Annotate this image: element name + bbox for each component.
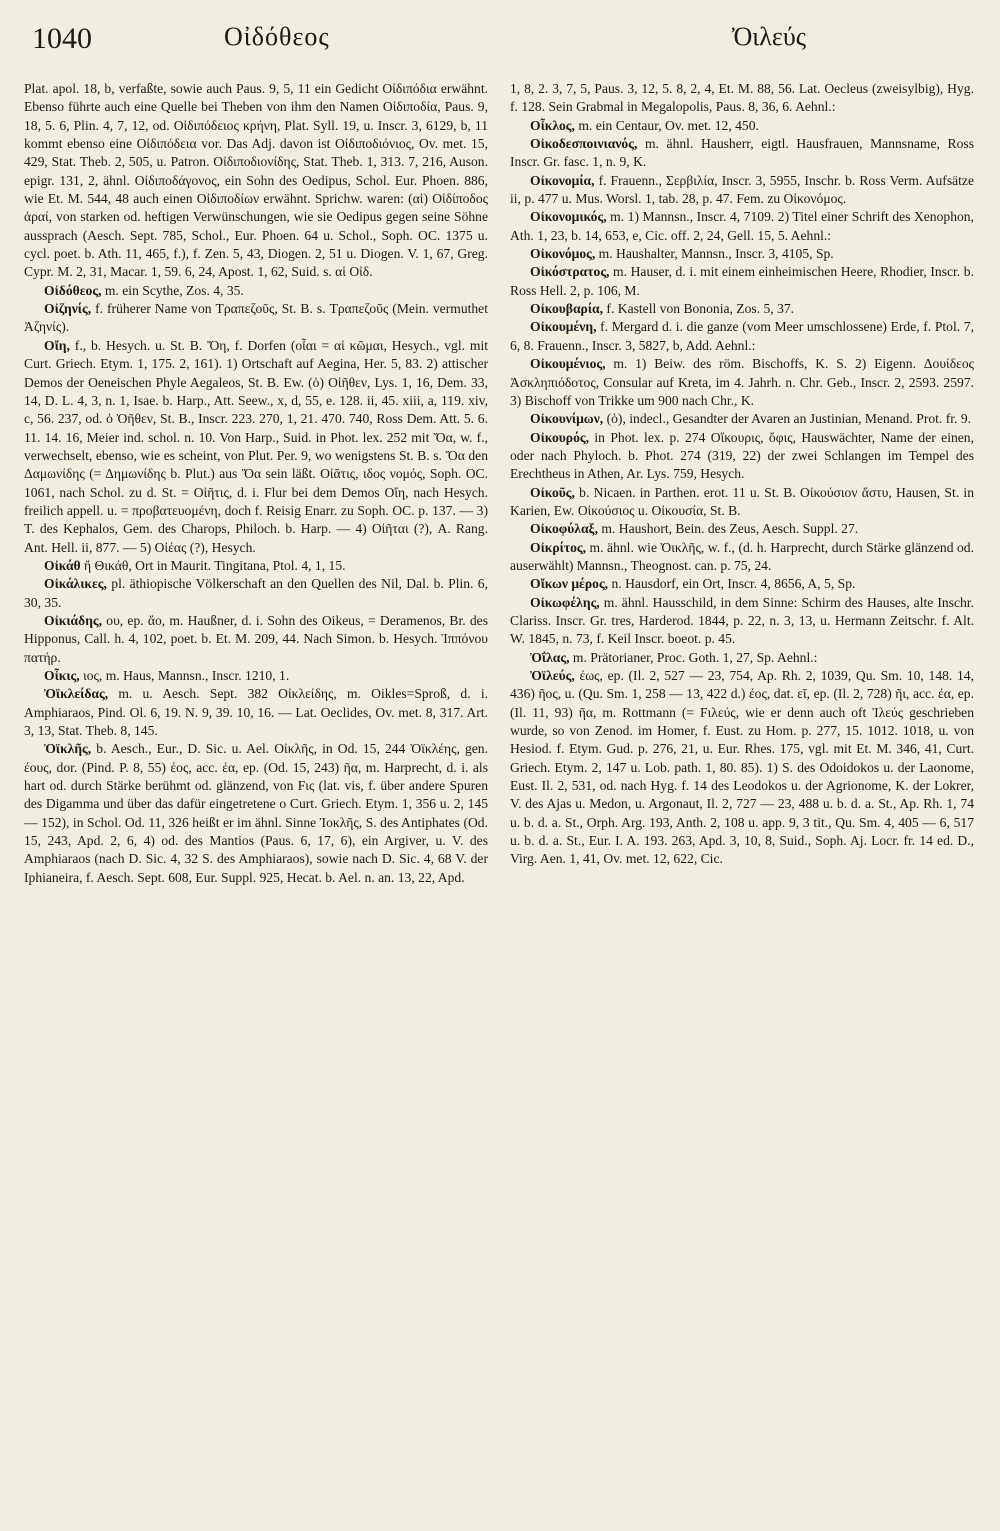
dictionary-entry: [510, 245, 974, 263]
page-header: [24, 14, 976, 62]
dictionary-entry: [510, 80, 974, 117]
entry-text: ιος, m. Haus, Mannsn., Inscr. 1210, 1.: [79, 668, 290, 683]
entry-headword: Οἰκωφέλης,: [530, 594, 600, 610]
entry-text: (ὁ), indecl., Gesandter der Avaren an Justinian, Menand. Prot. fr. 9.: [603, 411, 972, 427]
entry-text: m. u. Aesch. Sept. 382 Οἰκλείδης, m. Oikles=Sproß, d. i. Amphiaraos, Pind. Ol. 6, 19. N. 9, 39. 10, 16. — Lat. Oeclides, Ov. met. 8, 317. Art. 3, 13, Stat. Theb. 8, 145.: [24, 686, 488, 739]
entry-headword: Οἰκονομία,: [530, 172, 595, 188]
dictionary-entry: [510, 575, 974, 593]
dictionary-entry: [510, 484, 974, 521]
entry-text: m. Haushort, Bein. des Zeus, Aesch. Suppl. 27.: [598, 521, 859, 537]
left-running-head: Οἰδόθεος: [224, 22, 330, 51]
dictionary-entry: [510, 355, 974, 410]
entry-headword: Ὀΐλας,: [530, 649, 570, 665]
entry-headword: Ὀϊλεύς,: [530, 668, 575, 683]
entry-text: f. Mergard d. i. die ganze (vom Meer umschlossene) Erde, f. Ptol. 7, 6, 8. Frauenn., Inscr. 3, 5827, b, Add. Aehnl.:: [510, 319, 974, 353]
entry-text: in Phot. lex. p. 274 Οἴκουρις, ὄφις, Hauswächter, Name der einen, oder nach Phyloch. b. Phot. 274 (319, 22) der zwei Schlangen im Tempel des Erechtheus in Athen, Ar. Lys. 759, Hesych.: [510, 429, 974, 482]
entry-text: m. ähnl. Hausschild, in dem Sinne: Schirm des Hauses, alte Inschr. Clariss. Inscr. Gr. tres, Harderod. 1844, p. 22, n. 3, 13, u. Hermann Zeitschr. f. Alt. W. 1845, n. 73, f. Keil Inscr. boeot. p. 45.: [510, 594, 974, 647]
entry-headword: Οἰκονόμος,: [530, 246, 596, 262]
entry-headword: Οἰκάλικες,: [44, 576, 107, 592]
entry-headword: Οἰζηνίς,: [44, 301, 92, 317]
entry-text: b. Aesch., Eur., D. Sic. u. Ael. Οἰκλῆς, in Od. 15, 244 Ὀϊκλέης, gen. έους, dor. (Pind. P. 8, 55) έος, acc. έα, ep. (Od. 15, 243) ῆα, m. Harprecht, d. i. als hart od. durch Stärke berühmt od. glänzend, von Fις (lat. vis, f. über andere Spuren des Digamma und über das dafür eingetretene ο Curt. Griech. Etym. 1, 356 u. 2, 145 — 152), in Schol. Od. 11, 326 heißt er im ähnl. Sinne Ἰοκλῆς, S. des Antiphates (Od. 15, 243, Apd. 2, 6, 4) od. des Mantios (Paus. 6, 17, 6), ein Argiver, u. V. des Amphiaraos (nach D. Sic. 4, 32 S. des Amphiaraos), sowie nach D. Sic. 4, 68 V. der Iphianeira, f. Aesch. Sept. 608, Eur. Suppl. 925, Hecat. b. Ael. n. an. 13, 22, Apd.: [24, 741, 488, 885]
dictionary-entry: [510, 263, 974, 300]
entry-headword: Οἶκις,: [44, 668, 80, 683]
dictionary-entry: [24, 300, 488, 337]
dictionary-entry: [24, 337, 488, 557]
entry-text: f. Frauenn., Σερβιλία, Inscr. 3, 5955, Inschr. b. Ross Verm. Aufsätze ii, p. 477 u. Mus. Worsl. 1, tab. 28, p. 47. Fem. zu Οἰκονόμος.: [510, 172, 974, 207]
dictionary-entry: [24, 557, 488, 575]
entry-text: ἤ Θικάθ, Ort in Maurit. Tingitana, Ptol. 4, 1, 15.: [80, 557, 346, 573]
page-number: 1040: [32, 22, 92, 55]
entry-text: f. Kastell von Bononia, Zos. 5, 37.: [603, 301, 795, 317]
entry-headword: Οἰκουρός,: [530, 429, 590, 445]
entry-headword: Οἰκρίτος,: [530, 539, 587, 555]
left-column: [24, 80, 488, 887]
dictionary-entry: [510, 667, 974, 869]
entry-text: m. 1) Beiw. des röm. Bischoffs, K. S. 2) Eigenn. Δουίδεος Ἀσκληπιόδοτος, Consular auf Kreta, im 4. Jahrh. n. Chr. Geb., Inscr. 2, 2593. 2597. 3) Bischoff von Trikke um 900 nach Chr., K.: [510, 356, 974, 408]
entry-headword: Οἴη,: [44, 337, 70, 353]
dictionary-entry: [510, 135, 974, 172]
entry-headword: Οἰκουνίμων,: [530, 411, 604, 427]
entry-headword: Οἰκοφύλαξ,: [530, 521, 599, 537]
dictionary-entry: [510, 172, 974, 209]
entry-text: m. Hauser, d. i. mit einem einheimischen Heere, Rhodier, Inscr. b. Ross Hell. 2, p. 106, M.: [510, 264, 974, 298]
dictionary-entry: [510, 429, 974, 484]
dictionary-entry: [510, 594, 974, 649]
entry-text: m. ein Scythe, Zos. 4, 35.: [101, 282, 244, 298]
entry-headword: Οἰκιάδης,: [44, 612, 103, 628]
entry-text: m. ähnl. wie Ὀικλῆς, w. f., (d. h. Harprecht, durch Stärke glänzend od. auserwählt) Mannsn., Theognost. can. p. 75, 24.: [510, 539, 974, 573]
entry-text: m. 1) Mannsn., Inscr. 4, 7109. 2) Titel einer Schrift des Xenophon, Ath. 1, 23, b. 14, 653, e, Cic. off. 2, 24, Gell. 15, 5. Aehnl.:: [510, 209, 974, 243]
dictionary-entry: [24, 612, 488, 667]
dictionary-entry: [24, 667, 488, 685]
entry-text: f., b. Hesych. u. St. B. Ὄη, f. Dorfen (οἶαι = αἱ κῶμαι, Hesych., vgl. mit Curt. Griech. Etym. 1, 175. 2, 161). 1) Ortschaft auf Aegina, Her. 5, 83. 2) attischer Demos der Oeneischen Phyle Aegaleos, St. B. Ew. (ὁ) Οἰῆθεν, Lys. 1, 16, Dem. 33, 14, D. L. 4, 3, n. 1, Isae. b. Harp., Att. Seew., x, d, 55, e. 128. ii, 45. xiii, a, 119. xiv, c, 56. 237, od. ὁ Ὀῆθεν, St. B., Inscr. 223. 270, 1, 21. 470. 740, Ross Dem. Att. 5. 6. 11. 14. 16, Meier ind. schol. n. 10. Von Harp., Suid. in Phot. lex. 252 mit Ὄα, w. f., verwechselt, ebenso, wie es scheint, von Plut. Per. 9, wo wenigstens St. B. s. Ὄα den Δαμωνίδης (= Δημωνίδης b. Plut.) aus Ὄα sein läßt. Οἰᾶτις, ιδος νομός, Soph. OC. 1061, nach Schol. zu d. St. = Οἰῆτις, d. i. Flur bei dem Demos Οἴη, nach Hesych. freilich appell. u. = προβατευομένη, doch f. Reisig Enarr. zu Soph. OC. p. 137. — 3) T. des Kephalos, Gem. des Charops, Philoch. b. Harp. — 4) Οἰῆται (?), A. Rang. Ant. Hell. ii, 877. — 5) Οἰέας (?), Hesych.: [24, 337, 488, 555]
entry-text: m. ein Centaur, Ov. met. 12, 450.: [574, 117, 759, 133]
entry-headword: Οἰκουβαρία,: [530, 301, 604, 317]
dictionary-entry: [510, 318, 974, 355]
entry-headword: Οἰκοδεσποινιανός,: [530, 136, 638, 152]
entry-headword: Οἰκάθ: [44, 557, 81, 573]
dictionary-entry: [510, 117, 974, 135]
right-running-head: Ὀιλεύς: [731, 22, 806, 51]
dictionary-entry: [510, 300, 974, 318]
right-column: [510, 80, 974, 887]
entry-text: 1, 8, 2. 3, 7, 5, Paus. 3, 12, 5. 8, 2, 4, Et. M. 88, 56. Lat. Oecleus (zweisylbig), Hyg. f. 128. Sein Grabmal in Megalopolis, Paus. 8, 36, 6. Aehnl.:: [510, 81, 974, 115]
entry-text: ου, ep. ἄο, m. Haußner, d. i. Sohn des Oikeus, = Deramenos, Br. des Hipponus, Call. h. 4, 102, poet. b. Et. M. 209, 44. Nach Simon. b. Hesych. Ἱππόνου πατήρ.: [24, 612, 488, 665]
dictionary-entry: [510, 410, 974, 428]
entry-text: pl. äthiopische Völkerschaft an den Quellen des Nil, Dal. b. Plin. 6, 30, 35.: [24, 576, 488, 610]
dictionary-entry: [24, 575, 488, 612]
dictionary-entry: [510, 208, 974, 245]
entry-text: b. Nicaen. in Parthen. erot. 11 u. St. B. Οἰκούσιον ἄστυ, Hausen, St. in Karien, Ew. Οἰκούσιος u. Οἰκουσία, St. B.: [510, 484, 974, 518]
entry-text: m. Haushalter, Mannsn., Inscr. 3, 4105, Sp.: [595, 246, 834, 262]
entry-headword: Οἰκόστρατος,: [530, 264, 610, 280]
entry-text: Plat. apol. 18, b, verfaßte, sowie auch Paus. 9, 5, 11 ein Gedicht Οἰδιπόδια erwähnt. Ebenso führte auch eine Quelle bei Theben von ihm den Namen Οἰδιποδία, Paus. 9, 18, 5. 6, Plin. 4, 7, 12, od. Οἰδιπόδειος κρήνη, Plat. Syll. 19, u. Inscr. 3, 6129, b, 11 kommt ebenso eine Οἰδιπόδεια vor. Das Adj. davon ist Οἰδιποδιόνιος, Ov. met. 15, 429, Stat. Theb. 2, 505, u. Patron. Οἰδιποδιονίδης, Stat. Theb. 1, 313. 7, 216, Auson. epigr. 131, 2, ähnl. Οἰδιποδάγονος, ein Sohn des Oedipus, Schol. Eur. Phoen. 886, wie Et. M. 544, 48 auch einen Οἰδιποδίων erwähnt. Sprichw. waren: (αἱ) Οἰδίποδος ἀραί, von starken od. heftigen Verwünschungen, wie sie Oedipus gegen seine Söhne aussprach (Aesch. Sept. 785, Schol., Eur. Phoen. 64 u. Schol., Soph. OC. 1375 u. cycl. poet. b. Ath. 11, 465, f.), f. Zen. 5, 43, Diogen. 2, 51 u. Diogen. V. 1, 67, Greg. Cypr. M. 2, 31, Macar. 1, 59. 6, 24, Apost. 1, 62, Suid. s. αἱ Οἰδ.: [24, 81, 488, 280]
entry-headword: Ὀϊκλῆς,: [44, 741, 92, 757]
dictionary-entry: [24, 685, 488, 740]
entry-headword: Οἴκων μέρος,: [530, 576, 609, 592]
entry-headword: Οἰδόθεος,: [44, 282, 102, 298]
entry-headword: Οἰκονομικός,: [530, 209, 607, 225]
entry-headword: Οἰκοῦς,: [530, 484, 575, 500]
entry-text: m. Prätorianer, Proc. Goth. 1, 27, Sp. Aehnl.:: [569, 649, 818, 665]
entry-headword: Οἶκλος,: [530, 117, 575, 133]
dictionary-entry: [24, 80, 488, 282]
dictionary-entry: [24, 740, 488, 887]
entry-text: n. Hausdorf, ein Ort, Inscr. 4, 8656, A, 5, Sp.: [608, 576, 856, 592]
entry-headword: Οἰκουμένιος,: [530, 356, 606, 372]
entry-headword: Οἰκουμένη,: [530, 319, 597, 335]
dictionary-entry: [24, 282, 488, 300]
text-columns: [24, 80, 976, 887]
entry-headword: Ὀϊκλείδας,: [44, 686, 109, 702]
dictionary-entry: [510, 649, 974, 667]
dictionary-entry: [510, 539, 974, 576]
dictionary-entry: [510, 520, 974, 538]
entry-text: f. früherer Name von Τραπεζοῦς, St. B. s. Τραπεζοῦς (Mein. vermuthet Ἀζηνίς).: [24, 301, 488, 335]
entry-text: m. ähnl. Hausherr, eigtl. Hausfrauen, Mannsname, Ross Inscr. Gr. fasc. 1, n. 9, K.: [510, 136, 974, 170]
entry-text: έως, ep. (Il. 2, 527 — 23, 754, Ap. Rh. 2, 1039, Qu. Sm. 10, 148. 14, 436) ῆος, u. (Qu. Sm. 1, 258 — 13, 422 d.) έος, dat. εῖ, ep. (Il. 2, 728) ῆι, acc. έα, ep. (Il. 11, 93) ῆα, m. Rottmann (= Fιλεύς, wie er denn auch oft Ἰλεύς geschrieben wurde, so von Zenod. im Homer, f. Eust. zu Hom. p. 277, 15. 1012. 1018, u. von Hesiod. f. Etym. Gud. p. 276, 21, u. Eur. Rhes. 175, vgl. mit Et. M. 346, 41, Curt. Griech. Etym. 2, 147 u. Lob. path. 1, 80. 85). 1) S. des Odoidokos u. der Laonome, Eust. Il. 2, 531, od. nach Hyg. f. 14 des Leodokos u. der Agrionome, K. der Lokrer, V. des Ajas u. Medon, u. Argonaut, Il. 2, 727 — 23, 488 u. b. d. a. St., Ap. Rh. 1, 74 u. b. d. a. St., Orph. Arg. 193, Anth. 2, 108 u. app. 9, 3 tit., Qu. Sm. 4, 405 — 6, 517 u. b. d. a. St., Eur. I. A. 193. 263, Apd. 3, 10, 8, Suid., Soph. Aj. Locr. fr. 14 ed. D., Virg. Aen. 1, 41, Ov. met. 12, 622, Cic.: [510, 668, 974, 867]
